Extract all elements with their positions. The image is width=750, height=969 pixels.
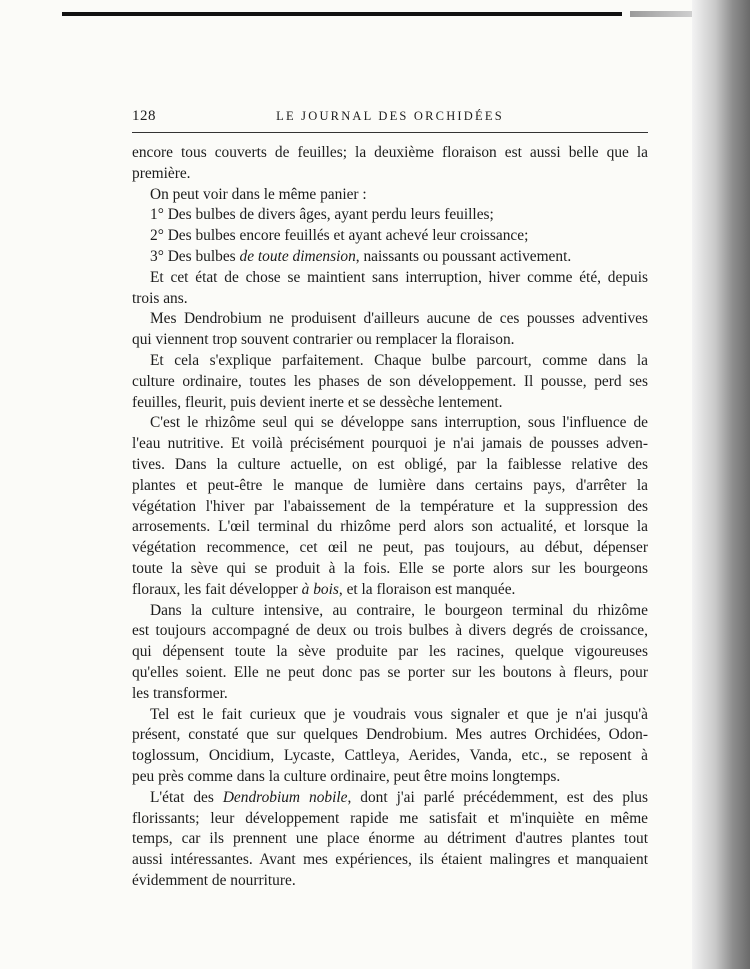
text-line: encore tous couverts de feuilles; la deuxième floraison est aussi belle que la: [132, 144, 648, 161]
text-line: arrosements. L'œil terminal du rhizôme perd alors son actualité, et lorsque la: [132, 518, 648, 536]
text-line: toute la sève qui se produit à la fois. Elle se porte alors sur les bourgeons: [132, 559, 648, 577]
text-line: les transformer.: [132, 684, 228, 702]
body-text: [132, 143, 648, 892]
scan-edge-artifact: [630, 11, 692, 17]
text-line: l'eau nutritive. Et voilà précisément pourquoi je n'ai jamais de pousses adven-: [132, 435, 648, 453]
text-line: temps, car ils prennent une place énorme au détriment d'autres plantes tout: [132, 830, 648, 848]
text-line: tives. Dans la culture actuelle, on est obligé, par la faiblesse relative des: [132, 455, 648, 473]
text-line: On peut voir dans le même panier :: [150, 185, 367, 203]
text-line: aussi intéressantes. Avant mes expériences, ils étaient malingres et manquaient: [132, 851, 648, 869]
page-header: [132, 108, 648, 134]
text-line: toglossum, Oncidium, Lycaste, Cattleya, Aerides, Vanda, etc., se reposent à: [132, 747, 648, 765]
header-rule: [132, 132, 648, 133]
text-line: 2° Des bulbes encore feuillés et ayant achevé leur croissance;: [150, 227, 529, 245]
text-line: qui viennent trop souvent contrarier ou remplacer la floraison.: [132, 331, 515, 349]
text-line: Tel est le fait curieux que je voudrais vous signaler et que je n'ai jusqu'à: [150, 705, 648, 723]
text-line: trois ans.: [132, 289, 188, 307]
text-line: culture ordinaire, toutes les phases de son développement. Il pousse, perd ses: [132, 372, 648, 390]
text-line: évidemment de nourriture.: [132, 871, 296, 889]
text-line: florissants; leur développement rapide me satisfait et m'inquiète en même: [132, 809, 648, 827]
text-line: peu près comme dans la culture ordinaire, peut être moins longtemps.: [132, 767, 561, 785]
text-line: plantes et peut-être le manque de lumière dans certains pays, d'arrêter la: [132, 476, 648, 494]
text-line: qui dépensent toute la sève produite par les racines, quelque vigoureuses: [132, 643, 648, 661]
text-line: première.: [132, 164, 191, 182]
text-line: qu'elles soient. Elle ne peut donc pas se porter sur les boutons à fleurs, pour: [132, 663, 648, 681]
text-line: Dans la culture intensive, au contraire, le bourgeon terminal du rhizôme: [150, 601, 648, 619]
text-line: végétation l'hiver par l'abaissement de la température et la suppression des: [132, 497, 648, 515]
text-line: L'état des Dendrobium nobile, dont j'ai parlé précédemment, est des plus: [150, 788, 648, 806]
running-title: LE JOURNAL DES ORCHIDÉES: [276, 109, 504, 123]
text-line: 3° Des bulbes de toute dimension, naissants ou poussant activement.: [150, 247, 572, 265]
text-line: Mes Dendrobium ne produisent d'ailleurs aucune de ces pousses adventives: [150, 310, 648, 328]
binding-shadow: [692, 0, 750, 969]
text-line: Et cela s'explique parfaitement. Chaque bulbe parcourt, comme dans la: [150, 351, 648, 369]
scan-edge-bar: [62, 12, 622, 16]
text-line: feuilles, fleurit, puis devient inerte et se dessèche lentement.: [132, 393, 503, 411]
text-line: floraux, les fait développer à bois, et la floraison est manquée.: [132, 580, 516, 598]
page-number: 128: [132, 108, 156, 124]
text-line: est toujours accompagné de deux ou trois bulbes à divers degrés de croissance,: [132, 622, 648, 640]
text-line: 1° Des bulbes de divers âges, ayant perdu leurs feuilles;: [150, 206, 494, 224]
text-line: C'est le rhizôme seul qui se développe sans interruption, sous l'influence de: [150, 414, 648, 432]
text-line: présent, constaté que sur quelques Dendrobium. Mes autres Orchidées, Odon-: [132, 726, 648, 744]
text-line: végétation recommence, cet œil ne peut, pas toujours, au début, dépenser: [132, 539, 648, 557]
text-line: Et cet état de chose se maintient sans interruption, hiver comme été, depuis: [150, 268, 648, 286]
